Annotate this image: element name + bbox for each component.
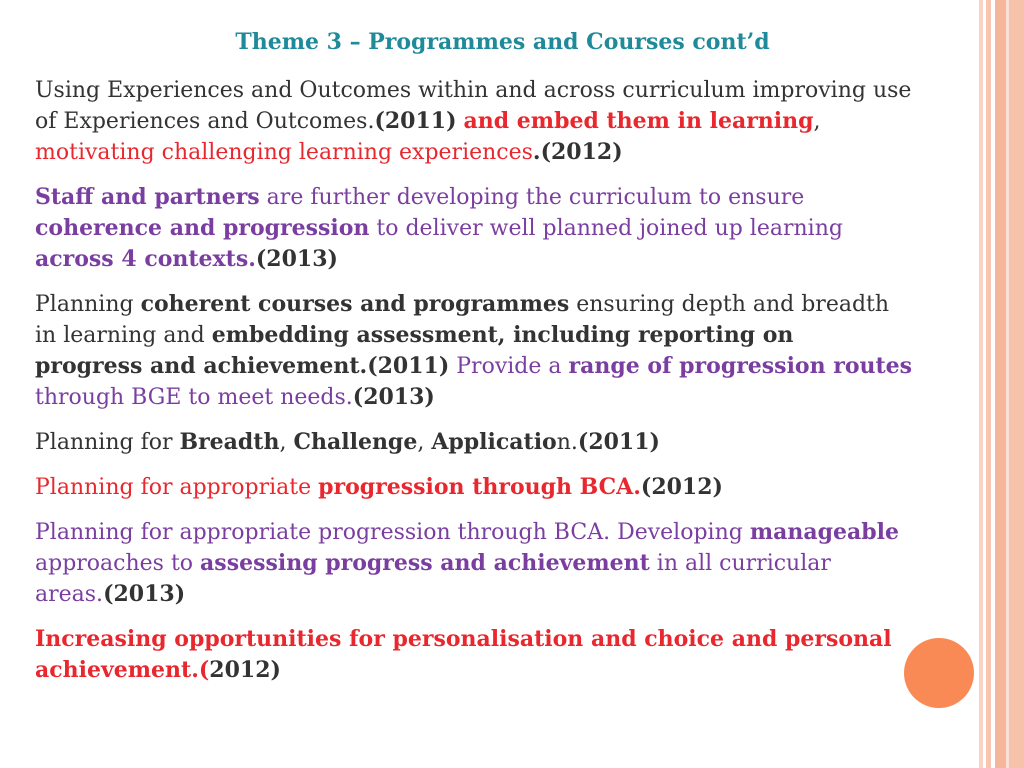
slide-title: Theme 3 – Programmes and Courses cont’d [235,29,770,55]
paragraph-breadth-challenge [35,427,970,458]
highlight: assessing progress and achievement [200,550,650,576]
highlight: embedding assessment, including reporting on [211,322,794,348]
text: Planning for [35,430,180,455]
text: in all curricular [649,551,831,576]
text: Planning for appropriate [35,475,319,500]
decorative-side-stripes [979,0,1024,768]
year: (2011) [577,429,660,455]
paragraph-planning-courses [35,289,970,413]
highlight: motivating challenging learning experiences [35,140,533,165]
text: to deliver well planned joined up learning [369,216,843,241]
paragraph-manageable-approaches [35,517,970,610]
highlight: and embed them in learning [463,108,814,134]
year: 2012) [209,657,281,683]
highlight: coherence and progression [35,215,370,241]
year: (2013) [103,581,186,607]
text: through BGE to meet needs. [35,385,353,410]
text: areas. [35,582,104,607]
highlight: Breadth [179,429,280,455]
text: Planning [35,292,141,317]
text: , [279,430,294,455]
highlight: Challenge [293,429,418,455]
year: (2011) [374,108,457,134]
text: in learning and [35,323,212,348]
highlight: Increasing opportunities for personalisation and choice and personal [35,626,892,652]
text: , [813,109,821,134]
paragraph-experiences-outcomes [35,75,970,168]
highlight: range of progression routes [568,353,913,379]
highlight: progress and achievement.(2011) [35,353,450,379]
highlight: Staff and partners [35,184,260,210]
highlight: progression through BCA. [318,474,641,500]
text: are further developing the curriculum to ensure [259,185,805,210]
text: , [417,430,432,455]
year: (2012) [640,474,723,500]
highlight: manageable [749,519,899,545]
year: (2013) [255,246,338,272]
year: .(2012) [532,139,623,165]
stripe [979,0,983,768]
text: Planning for appropriate progression through BCA. Developing [35,520,750,545]
highlight: achievement.( [35,657,210,683]
paragraph-staff-partners [35,182,970,275]
text: Provide a [449,354,569,379]
paragraph-personalisation [35,624,970,686]
year: (2013) [352,384,435,410]
highlight: across 4 contexts. [35,246,256,272]
stripe [986,0,991,768]
highlight: Applicatio [431,429,557,455]
text: n. [556,430,578,455]
slide-content [35,27,970,700]
highlight: coherent courses and programmes [140,291,570,317]
text: Using Experiences and Outcomes within and across curriculum improving use [35,78,912,103]
stripe [1009,0,1024,768]
text: of Experiences and Outcomes. [35,109,375,134]
text: approaches to [35,551,201,576]
text: ensuring depth and breadth [569,292,890,317]
paragraph-progression-bca [35,472,970,503]
stripe [995,0,1006,768]
